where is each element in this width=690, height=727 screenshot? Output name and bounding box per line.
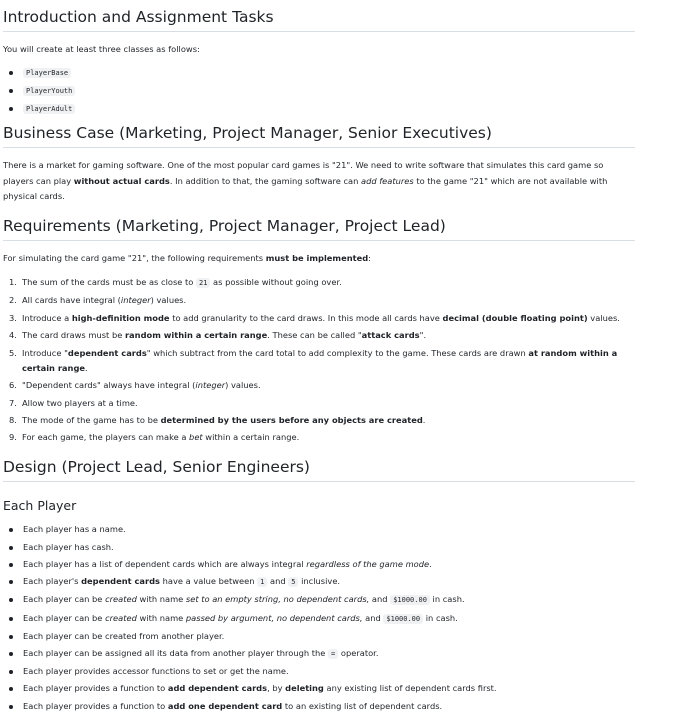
list-item: 1. The sum of the cards must be as close to 21 as possible without going over. <box>9 277 342 288</box>
design-list <box>3 521 635 714</box>
list-item: Each player provides a function to add dependent cards, by deleting any existing list of dependent cards first. <box>3 680 635 697</box>
list-item: Each player can be created with name passed by argument, no dependent cards, and $1000.00 in cash. <box>3 610 635 628</box>
class-name: PlayerYouth <box>23 86 75 96</box>
design-subheading: Each Player <box>3 498 77 514</box>
design-heading: Design (Project Lead, Senior Engineers) <box>3 446 635 482</box>
list-item: 8. The mode of the game has to be determined by the users before any objects are created. <box>9 414 426 425</box>
list-item: Each player has a name. <box>3 521 635 538</box>
list-item: Each player has cash. <box>3 539 635 556</box>
business-heading: Business Case (Marketing, Project Manager, Senior Executives) <box>3 118 635 148</box>
list-item: 3. Introduce a high-definition mode to add granularity to the card draws. In this mode all cards have decimal (double floating point) values. <box>9 312 620 323</box>
class-name: PlayerBase <box>23 68 71 78</box>
intro-heading: Introduction and Assignment Tasks <box>3 0 635 32</box>
list-item: 2. All cards have integral (integer) values. <box>9 295 187 306</box>
requirements-list <box>3 274 635 446</box>
list-item: Each player's dependent cards have a value between 1 and 5 inclusive. <box>3 573 635 591</box>
list-item <box>3 82 635 100</box>
class-list <box>3 64 635 119</box>
list-item <box>3 64 635 82</box>
list-item: Each player provides a function to add one dependent card to an existing list of dependent cards. <box>3 698 635 715</box>
list-item: 6. "Dependent cards" always have integral (integer) values. <box>9 380 261 391</box>
list-item: Each player can be created from another player. <box>3 628 635 645</box>
intro-text: You will create at least three classes as follows: <box>3 44 200 54</box>
list-item: 5. Introduce "dependent cards" which subtract from the card total to add complexity to the game. These cards are drawn at random within a certain range. <box>9 348 618 373</box>
business-paragraph: There is a market for gaming software. One of the most popular card games is "21". We need to write software that simulates this card game so players can play without actual cards. In addition to that, the gaming software can add features to the game "21" which are not available with physical cards. <box>3 160 608 202</box>
class-name: PlayerAdult <box>23 104 75 114</box>
list-item: Each player has a list of dependent cards which are always integral regardless of the game mode. <box>3 556 635 573</box>
list-item: Each player provides accessor functions to set or get the name. <box>3 663 635 680</box>
list-item: 7. Allow two players at a time. <box>9 397 138 408</box>
list-item: Each player can be created with name set to an empty string, no dependent cards, and $1000.00 in cash. <box>3 591 635 609</box>
list-item: 4. The card draws must be random within a certain range. These can be called "attack cards". <box>9 330 427 340</box>
list-item: Each player can be assigned all its data from another player through the = operator. <box>3 645 635 663</box>
requirements-intro: For simulating the card game "21", the following requirements must be implemented: <box>3 252 371 263</box>
requirements-heading: Requirements (Marketing, Project Manager, Project Lead) <box>3 205 635 241</box>
list-item <box>3 100 635 118</box>
list-item: 9. For each game, the players can make a bet within a certain range. <box>9 432 300 443</box>
